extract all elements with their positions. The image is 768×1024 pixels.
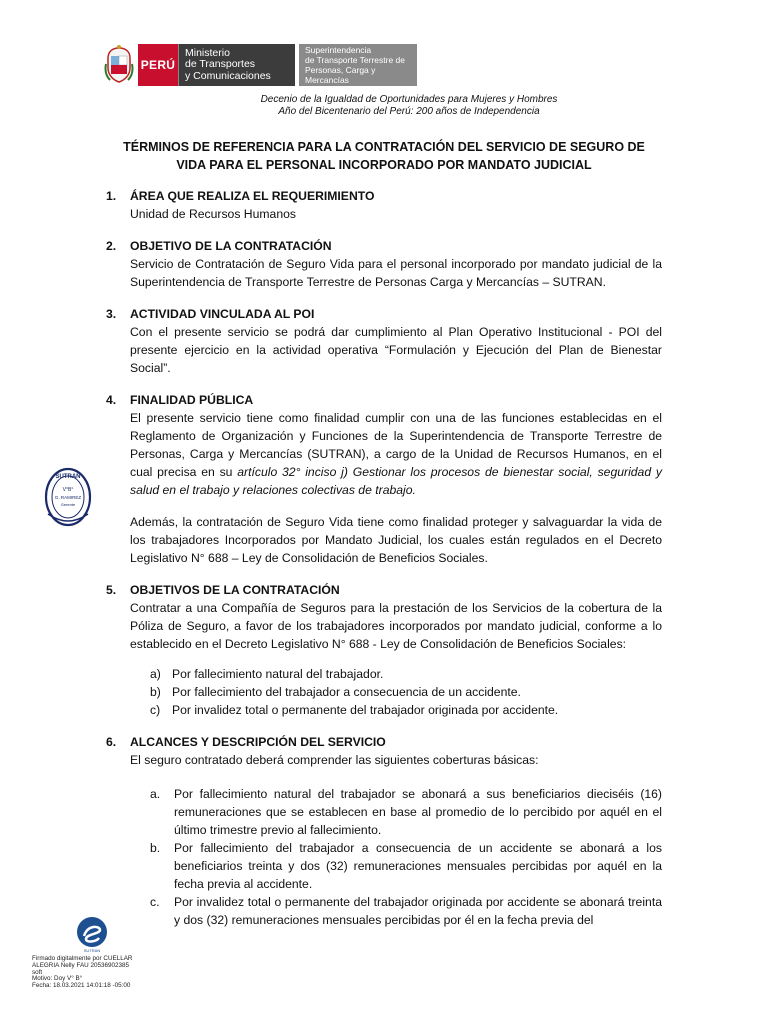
ministry-line: Ministerio xyxy=(185,46,230,59)
section-heading: OBJETIVOS DE LA CONTRATACIÓN xyxy=(130,583,340,597)
section-number: 4. xyxy=(106,393,117,407)
list-letter: b) xyxy=(150,685,161,699)
ministry-brand xyxy=(178,44,295,86)
section-heading: ACTIVIDAD VINCULADA AL POI xyxy=(130,307,315,321)
list-text: Por fallecimiento del trabajador a consecuencia de un accidente se abonará a los beneficiarios treinta y dos (32) remuneraciones mensuales percibidas por aquél en la fecha previa al accidente. xyxy=(174,841,662,891)
title-line: VIDA PARA EL PERSONAL INCORPORADO POR MANDATO JUDICIAL xyxy=(176,158,592,172)
list-item xyxy=(130,785,662,839)
section-heading: OBJETIVO DE LA CONTRATACIÓN xyxy=(130,239,332,253)
list-item xyxy=(130,839,662,893)
section-3 xyxy=(106,305,662,377)
sutran-line: Superintendencia xyxy=(305,45,372,55)
section-text: Servicio de Contratación de Seguro Vida para el personal incorporado por mandato judicial de la Superintendencia de Transporte Terrestre de Personas Carga y Mercancías – SUTRAN. xyxy=(130,257,662,289)
section-6 xyxy=(106,733,662,929)
document-title xyxy=(110,138,658,174)
section-number: 1. xyxy=(106,189,117,203)
signature-line: Firmado digitalmente por CUELLAR xyxy=(32,955,133,962)
ministry-line: de Transportes xyxy=(185,58,256,71)
list-letter: a. xyxy=(150,787,161,801)
list-item xyxy=(130,701,662,719)
list-item xyxy=(130,893,662,929)
list-letter: c. xyxy=(150,895,160,909)
sutran-line: Personas, Carga y Mercancías xyxy=(305,65,376,85)
section-text: Con el presente servicio se podrá dar cumplimiento al Plan Operativo Institucional - POI del presente ejercicio en la actividad operativa “Formulación y Ejecución del Plan de Bienestar Social”. xyxy=(130,325,662,375)
section-text: El seguro contratado deberá comprender las siguientes coberturas básicas: xyxy=(130,753,539,767)
section-number: 3. xyxy=(106,307,117,321)
section-2 xyxy=(106,237,662,291)
sutran-logo-icon xyxy=(72,914,112,954)
list-text: Por fallecimiento natural del trabajador. xyxy=(172,667,384,681)
signature-line: Motivo: Doy V° B° xyxy=(32,975,83,983)
decenio-line: Decenio de la Igualdad de Oportunidades para Mujeres y Hombres xyxy=(260,94,558,105)
section-1 xyxy=(106,187,662,223)
section-number: 6. xyxy=(106,735,117,749)
signature-line: Fecha: 18.03.2021 14:01:18 -05:00 xyxy=(32,982,131,990)
section-number: 2. xyxy=(106,239,117,253)
section-paragraph xyxy=(130,409,662,499)
digital-signature xyxy=(32,956,132,990)
title-line: TÉRMINOS DE REFERENCIA PARA LA CONTRATACIÓN DEL SERVICIO DE SEGURO DE xyxy=(123,140,645,154)
list-item xyxy=(130,665,662,683)
svg-text:V°B°: V°B° xyxy=(62,487,74,493)
decenio-line: Año del Bicentenario del Perú: 200 años de Independencia xyxy=(278,105,540,117)
list-letter: c) xyxy=(150,703,161,717)
list-letter: a) xyxy=(150,667,161,681)
decenio-note xyxy=(0,94,768,117)
sutran-brand xyxy=(299,44,417,86)
list-letter: b. xyxy=(150,841,161,855)
svg-text:G. RAMIREZ: G. RAMIREZ xyxy=(54,495,82,500)
section-text: El presente servicio tiene como finalidad cumplir con una de las funciones establecidas en el Reglamento de Organización y Funciones de la Superintendencia de Transporte Terrestre de Personas, Carga y Mercancías (SUTRAN), a cargo de la Unidad de Recursos Humanos, en el cual precisa en su xyxy=(130,411,662,479)
approval-stamp xyxy=(40,464,96,530)
section-number: 5. xyxy=(106,583,117,597)
section-heading: ÁREA QUE REALIZA EL REQUERIMIENTO xyxy=(130,189,375,203)
section-4 xyxy=(106,391,662,567)
list-text: Por invalidez total o permanente del trabajador originada por accidente. xyxy=(172,703,559,717)
svg-text:Gerente: Gerente xyxy=(60,502,76,507)
document-body xyxy=(106,187,662,943)
coat-of-arms-icon xyxy=(104,44,134,86)
section-text: Además, la contratación de Seguro Vida tiene como finalidad proteger y salvaguardar la vida de los trabajadores Incorporados por Mandato Judicial, los cuales están regulados en el Decreto Legislativo N° 688 – Ley de Consolidación de Beneficios Sociales. xyxy=(130,515,662,565)
section-text: Contratar a una Compañía de Seguros para la prestación de los Servicios de la cobertura de la Póliza de Seguro, a favor de los trabajadores incorporados por mandato judicial, conforme a lo establecido en el Decreto Legislativo N° 688 - Ley de Consolidación de Beneficios Sociales: xyxy=(130,601,662,651)
signature-line: ALEGRIA Nelly FAU 20536902385 xyxy=(32,961,129,969)
signature-line: soft xyxy=(32,968,43,976)
list-text: Por fallecimiento del trabajador a consecuencia de un accidente. xyxy=(172,685,521,699)
section-5 xyxy=(106,581,662,719)
section-heading: FINALIDAD PÚBLICA xyxy=(130,393,254,407)
list-text: Por fallecimiento natural del trabajador se abonará a sus beneficiarios dieciséis (16) remuneraciones que se establecen en base al promedio de lo percibido por aquél en el último trimestre previo al fallecimiento. xyxy=(174,787,662,837)
header-logos xyxy=(104,44,417,86)
svg-text:SUTRAN: SUTRAN xyxy=(83,948,101,953)
section-text: Unidad de Recursos Humanos xyxy=(130,207,296,221)
coverage-list xyxy=(130,665,662,719)
coverage-detail-list xyxy=(130,785,662,929)
peru-brand: PERÚ xyxy=(138,44,178,86)
sutran-line: de Transporte Terrestre de xyxy=(305,55,406,65)
section-italic-text: artículo 32° inciso j) Gestionar los procesos de bienestar social, seguridad y salud en el trabajo y relaciones colectivas de trabajo. xyxy=(130,465,662,497)
section-heading: ALCANCES Y DESCRIPCIÓN DEL SERVICIO xyxy=(130,735,386,749)
list-text: Por invalidez total o permanente del trabajador originada por accidente se abonará treinta y dos (32) remuneraciones mensuales percibidas por él en la fecha previa del xyxy=(174,895,662,927)
list-item xyxy=(130,683,662,701)
ministry-line: y Comunicaciones xyxy=(185,69,271,82)
svg-text:SUTRAN: SUTRAN xyxy=(55,474,81,480)
